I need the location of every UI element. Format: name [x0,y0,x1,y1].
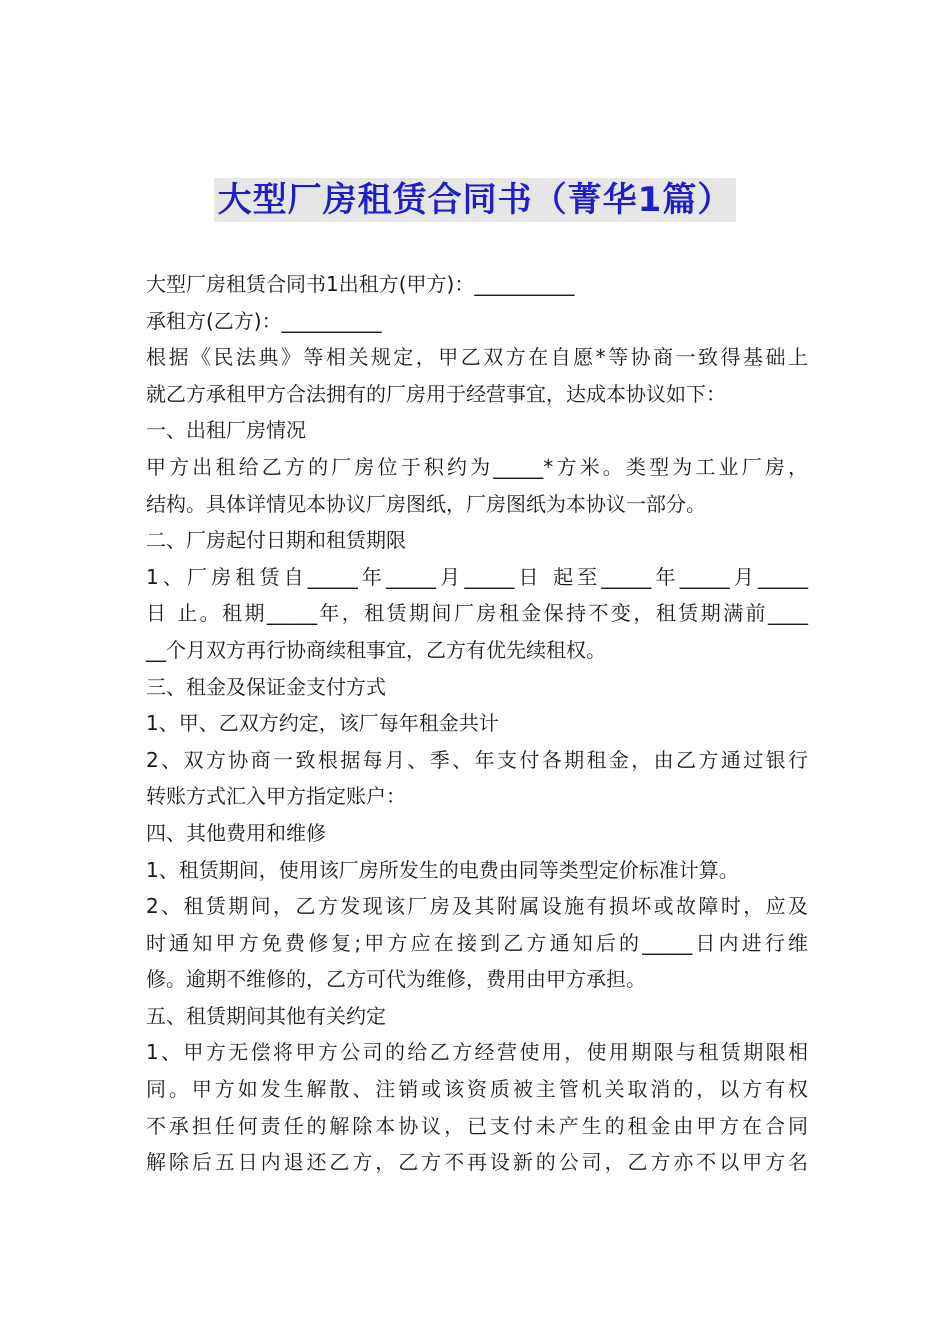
body-line: 同。甲方如发生解散、注销或该资质被主管机关取消的，以方有权 [146,1077,808,1102]
body-line: 1、租赁期间，使用该厂房所发生的电费由同等类型定价标准计算。 [146,857,739,882]
body-line: 不承担任何责任的解除本协议，已支付未产生的租金由甲方在合同 [146,1113,808,1138]
body-line: 时通知甲方免费修复;甲方应在接到乙方通知后的_____日内进行维 [146,930,808,955]
body-line: __个月双方再行协商续租事宜，乙方有优先续租权。 [146,637,606,662]
body-line: 结构。具体详情见本协议厂房图纸，厂房图纸为本协议一部分。 [146,491,706,516]
body-line: 就乙方承租甲方合法拥有的厂房用于经营事宜，达成本协议如下： [146,381,726,406]
body-line: 二、厂房起付日期和租赁期限 [146,528,406,553]
body-line: 2、双方协商一致根据每月、季、年支付各期租金，由乙方通过银行 [146,747,808,772]
body-line: 1、厂房租赁自_____年_____月_____日 起至_____年_____月_____ [146,564,808,589]
body-line: 转账方式汇入甲方指定账户： [146,784,406,809]
body-line: 一、出租厂房情况 [146,418,306,443]
body-line: 解除后五日内退还乙方，乙方不再设新的公司，乙方亦不以甲方名 [146,1150,808,1175]
body-line: 根据《民法典》等相关规定，甲乙双方在自愿*等协商一致得基础上 [146,345,808,370]
body-line: 三、租金及保证金支付方式 [146,674,386,699]
body-line: 承租方(乙方)：__________ [146,308,382,333]
body-line: 1、甲方无偿将甲方公司的给乙方经营使用，使用期限与租赁期限相 [146,1040,808,1065]
body-line: 四、其他费用和维修 [146,820,326,845]
body-line: 修。逾期不维修的，乙方可代为维修，费用由甲方承担。 [146,967,646,992]
body-line: 日 止。租期_____年，租赁期间厂房租金保持不变，租赁期满前____ [146,601,808,626]
document-body [146,266,808,1181]
body-line: 大型厂房租赁合同书1出租方(甲方)：__________ [146,272,575,296]
title-container [0,178,950,222]
body-line: 甲方出租给乙方的厂房位于积约为_____*方米。类型为工业厂房， [146,454,808,479]
body-line: 五、租赁期间其他有关约定 [146,1003,386,1028]
body-line: 2、租赁期间，乙方发现该厂房及其附属设施有损坏或故障时，应及 [146,894,808,919]
document-title: 大型厂房租赁合同书（菁华1篇） [214,178,737,222]
body-line: 1、甲、乙双方约定，该厂每年租金共计 [146,711,499,736]
